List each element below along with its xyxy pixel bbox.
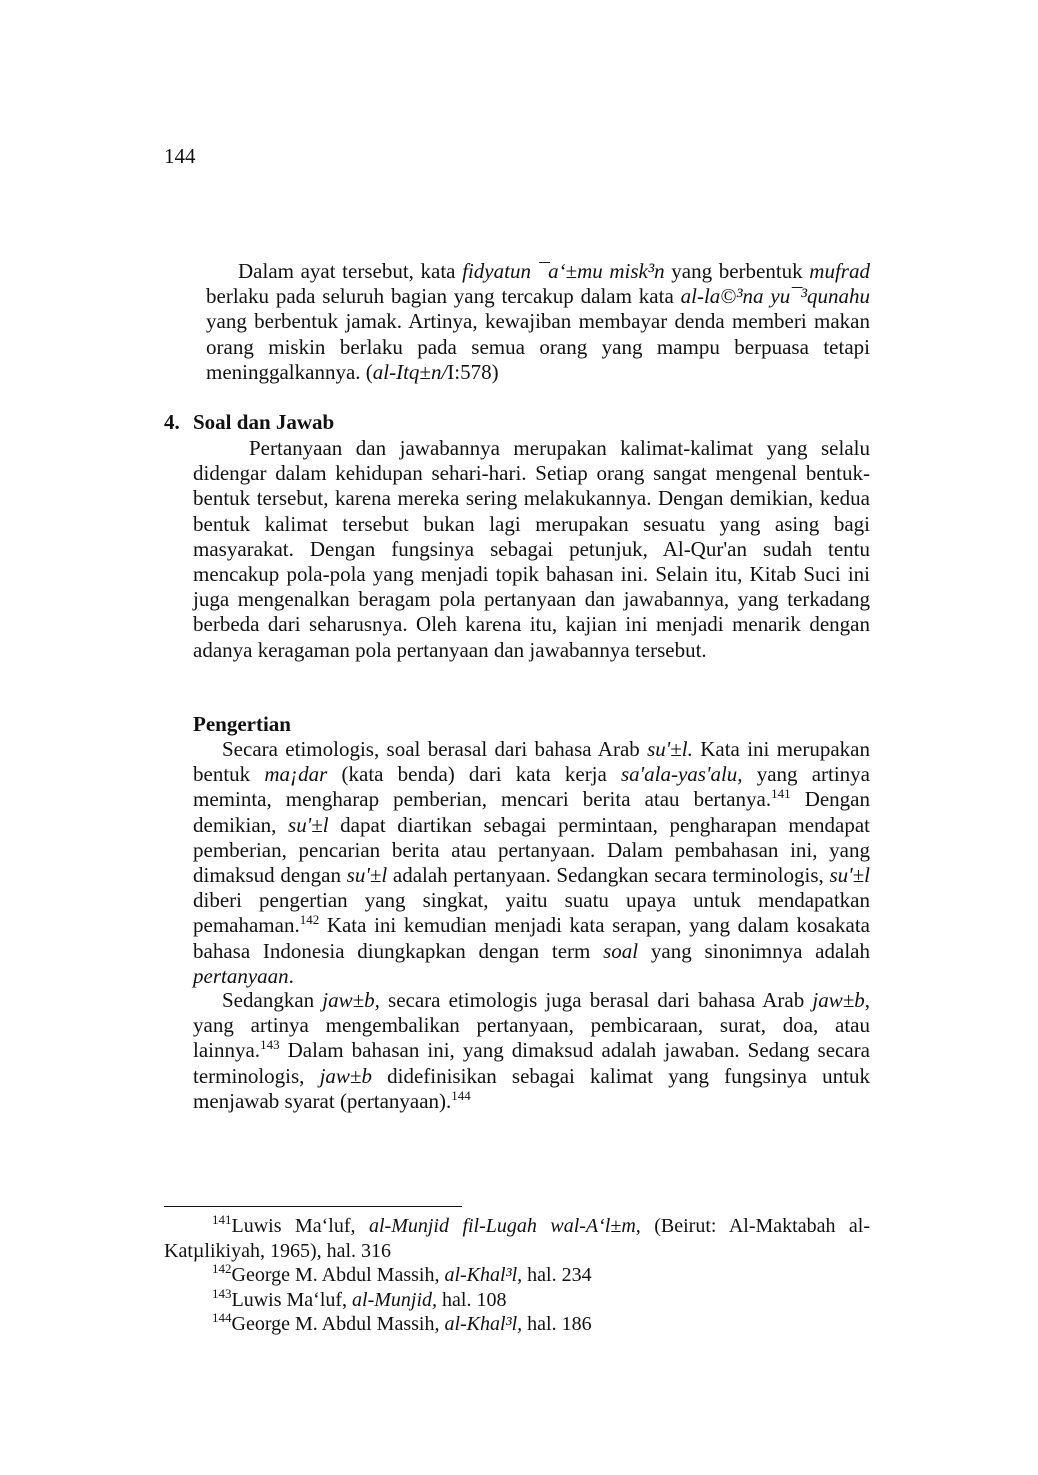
footnote [164, 1285, 870, 1313]
definition-paragraph-jawab [193, 988, 870, 1114]
text-run: dapat diartikan sebagai permintaan, pengharapan mendapat pemberian, pencarian berita atau pertanyaan. Dalam pembahasan ini, yang dimaksud dengan [193, 812, 870, 888]
section-number: 4. [164, 410, 180, 434]
footnote-number: 141 [212, 1212, 232, 1227]
footnote [164, 1263, 870, 1288]
text-run: Dengan demikian, [193, 787, 870, 837]
text-run: diberi pengertian yang singkat, yaitu suatu upaya untuk mendapatkan pemahaman. [193, 888, 870, 938]
italic-term: soal [603, 938, 639, 963]
footnote-author: George M. Abdul Massih, [231, 1264, 445, 1287]
quote-paragraph [206, 259, 870, 385]
text-run: yang berbentuk [664, 259, 810, 283]
footnote-author: George M. Abdul Massih, [231, 1313, 445, 1336]
footnote [164, 1312, 870, 1337]
footnote-rest: hal. 186 [522, 1313, 592, 1336]
text-run: yang berbentuk jamak. Artinya, kewajiban membayar denda memberi makan orang miskin berlaku pada semua orang yang mampu berpuasa tetapi meninggalkannya. ( [206, 309, 870, 384]
italic-term: jaw±b [812, 988, 865, 1012]
footnote-rest: hal. 108 [437, 1288, 507, 1311]
footnote-number: 143 [212, 1285, 232, 1301]
italic-term: su'±l [829, 863, 870, 888]
footnote-rest: hal. 234 [522, 1264, 592, 1287]
footnote-title: al-Khal³l, [444, 1264, 523, 1287]
italic-term: su'±l. [647, 737, 693, 761]
section-title: Soal dan Jawab [193, 410, 335, 434]
footnote-title: al-Munjid, [352, 1288, 438, 1311]
text-run: I:578) [447, 359, 499, 384]
text-run: adalah pertanyaan. Sedangkan secara terminologis, [387, 863, 830, 888]
italic-term: mufrad [809, 259, 870, 283]
footnote-divider [164, 1206, 462, 1207]
footnote-author: Luwis Ma‘luf, [231, 1215, 369, 1237]
footnote-number: 144 [212, 1310, 232, 1326]
italic-term: su'±l [288, 812, 329, 837]
footnote-ref[interactable]: 143 [260, 1037, 280, 1053]
italic-term: pertanyaan [193, 963, 289, 988]
text-run: Dalam ayat tersebut, kata [238, 259, 463, 283]
text-run: yang artinya meminta, mengharap pemberian, mencari berita atau bertanya. [193, 762, 871, 812]
italic-term: jaw±b, [322, 988, 380, 1012]
italic-term: sa'ala-yas'alu, [621, 762, 743, 787]
footnote-ref[interactable]: 141 [771, 786, 791, 802]
footnote-ref[interactable]: 144 [451, 1087, 471, 1103]
italic-term: jaw±b [319, 1063, 372, 1088]
text-run: secara etimologis juga berasal dari bahasa Arab [379, 988, 813, 1012]
italic-term: su'±l [346, 863, 388, 888]
footnote-title: al-Munjid fil-Lugah wal-A‘l±m [368, 1215, 636, 1237]
text-run: Secara etimologis, soal berasal dari bahasa Arab [222, 737, 648, 761]
text-run: didefinisikan sebagai kalimat yang fungsinya untuk menjawab syarat (pertanyaan). [193, 1063, 870, 1113]
text-run: yang sinonimnya adalah [638, 938, 870, 963]
section-heading [164, 410, 334, 435]
definition-paragraph-soal [193, 737, 870, 989]
footnote-number: 142 [212, 1261, 232, 1277]
page-number: 144 [164, 144, 196, 168]
footnotes [164, 1214, 870, 1337]
subsection-heading: Pengertian [193, 712, 291, 736]
text-run: . [288, 963, 294, 988]
text-run: Kata ini merupakan bentuk [193, 737, 870, 787]
footnote-ref[interactable]: 142 [299, 912, 320, 928]
section-paragraph: Pertanyaan dan jawabannya merupakan kalimat-kalimat yang selalu didengar dalam kehidupan sehari-hari. Setiap orang sangat mengenal bentuk-bentuk tersebut, karena mereka sering melakukannya. Dengan demikian, kedua bentuk kalimat tersebut bukan lagi merupakan sesuatu yang asing bagi masyarakat. Dengan fungsinya sebagai petunjuk, Al-Qur'an sudah tentu mencakup pola-pola yang menjadi topik bahasan ini. Selain itu, Kitab Suci ini juga mengenalkan beragam pola pertanyaan dan jawabannya, yang terkadang berbeda dari seharusnya. Oleh karena itu, kajian ini menjadi menarik dengan adanya keragaman pola pertanyaan dan jawabannya tersebut. [193, 436, 870, 662]
text-run: berlaku pada seluruh bagian yang tercakup dalam kata [206, 284, 681, 309]
italic-term: al-la©³na yu¯³qunahu [680, 284, 871, 309]
italic-term: al-Itq±n/ [372, 359, 448, 384]
italic-term: fidyatun ¯a‘±mu misk³n [462, 259, 665, 283]
text-run: Kata ini kemudian menjadi kata serapan, yang dalam kosakata bahasa Indonesia diungkapkan dengan term [193, 913, 870, 963]
italic-term: ma¡dar [264, 762, 328, 787]
text-run: , yang artinya mengembalikan pertanyaan, pembicaraan, surat, doa, atau lainnya. [193, 988, 870, 1063]
text-run: Sedangkan [222, 988, 323, 1012]
text-run: Dalam bahasan ini, yang dimaksud adalah jawaban. Sedang secara terminologis, [193, 1038, 870, 1088]
text-run: (kata benda) dari kata kerja [327, 762, 621, 787]
footnote [164, 1214, 870, 1263]
footnote-title: al-Khal³l, [444, 1313, 523, 1336]
footnote-rest: , (Beirut: Al-Maktabah al-Katµlikiyah, 1965), hal. 316 [164, 1215, 871, 1262]
footnote-author: Luwis Ma‘luf, [231, 1288, 353, 1311]
